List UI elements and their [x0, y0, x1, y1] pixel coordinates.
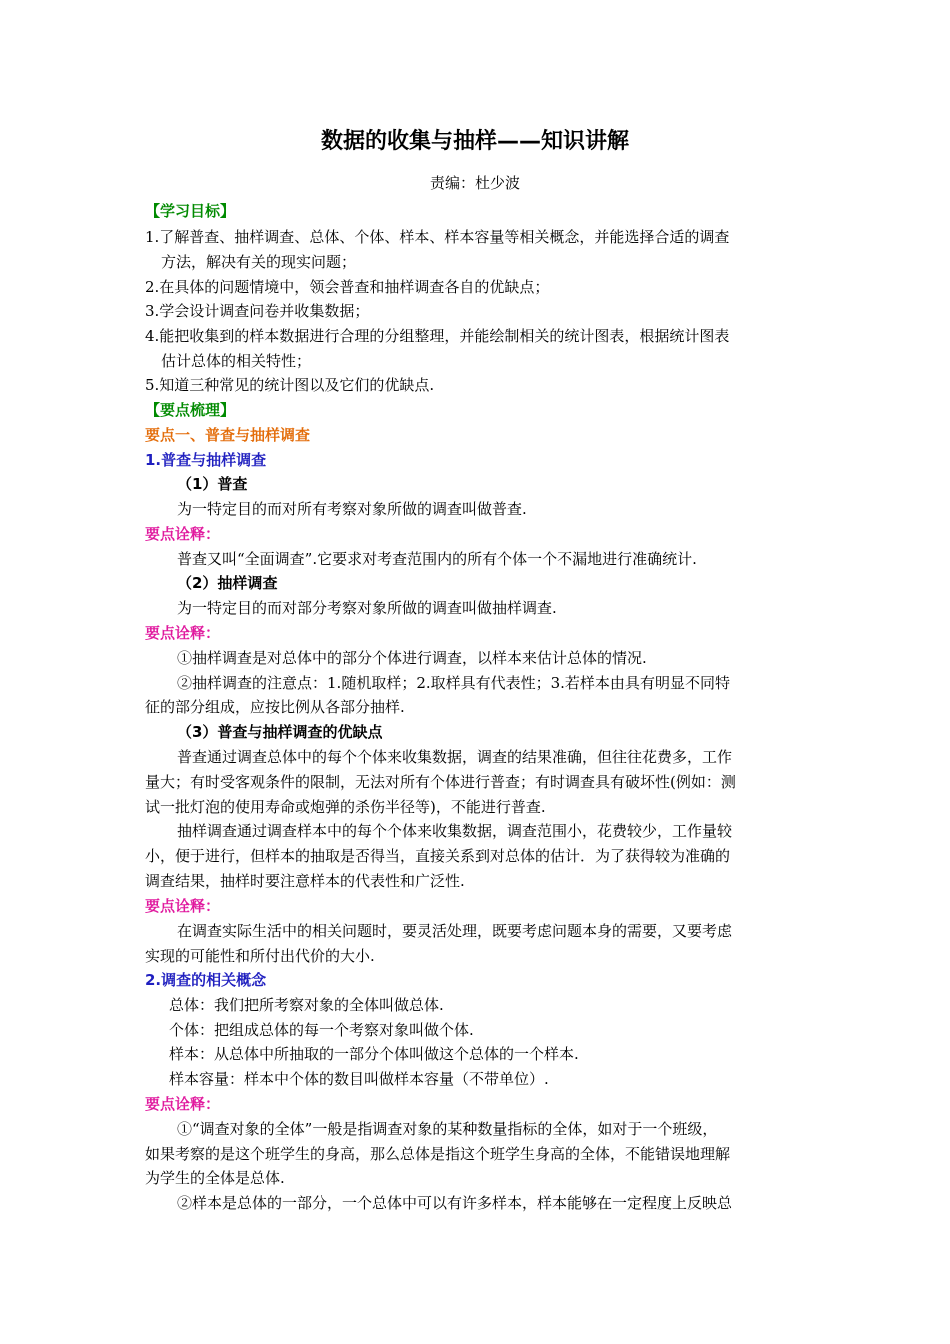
note-label: 要点诠释： [145, 897, 221, 915]
concept-line: 样本容量：样本中个体的数目叫做样本容量（不带单位）. [169, 1070, 549, 1088]
point1-heading: 要点一、普查与抽样调查 [145, 426, 311, 444]
sub3-line: 试一批灯泡的使用寿命或炮弹的杀伤半径等)，不能进行普查. [145, 798, 546, 816]
goal-line: 5.知道三种常见的统计图以及它们的优缺点. [145, 376, 435, 394]
sub2-note-line: 征的部分组成，应按比例从各部分抽样. [145, 698, 405, 716]
sub3-note-line: 实现的可能性和所付出代价的大小. [145, 947, 375, 965]
sub3-line: 量大；有时受客观条件的限制，无法对所有个体进行普查；有时调查具有破坏性(例如：测 [145, 773, 736, 791]
sub3-line: 小，便于进行，但样本的抽取是否得当，直接关系到对总体的估计．为了获得较为准确的 [145, 847, 731, 865]
sec2-note-line: ②样本是总体的一部分，一个总体中可以有许多样本，样本能够在一定程度上反映总 [177, 1194, 733, 1212]
author-line: 责编：杜少波 [429, 174, 520, 192]
concept-line: 样本：从总体中所抽取的一部分个体叫做这个总体的一个样本. [169, 1045, 579, 1063]
sec2-note-line: ①“调查对象的全体”一般是指调查对象的某种数量指标的全体，如对于一个班级， [177, 1120, 718, 1138]
sub2-definition: 为一特定目的而对部分考察对象所做的调查叫做抽样调查. [177, 599, 557, 617]
section1-heading: 1.普查与抽样调查 [145, 451, 267, 469]
concept-line: 个体：把组成总体的每一个考察对象叫做个体. [169, 1021, 474, 1039]
sub3-line: 普查通过调查总体中的每个个体来收集数据，调查的结果准确，但往往花费多，工作 [177, 748, 733, 766]
goals-heading: 【学习目标】 [145, 202, 236, 220]
note-label: 要点诠释： [145, 525, 221, 543]
goal-line: 4.能把收集到的样本数据进行合理的分组整理，并能绘制相关的统计图表，根据统计图表 [145, 327, 730, 345]
concept-line: 总体：我们把所考察对象的全体叫做总体. [169, 996, 444, 1014]
document-title: 数据的收集与抽样——知识讲解 [320, 129, 629, 154]
sub2-heading: （2）抽样调查 [177, 574, 278, 592]
sub2-note-line: ②抽样调查的注意点：1.随机取样；2.取样具有代表性；3.若样本由具有明显不同特 [177, 674, 730, 692]
sub1-heading: （1）普查 [177, 475, 248, 493]
sec2-note-line: 如果考察的是这个班学生的身高，那么总体是指这个班学生身高的全体，不能错误地理解 [145, 1145, 731, 1163]
goal-line: 估计总体的相关特性； [161, 352, 312, 370]
goal-line: 2.在具体的问题情境中，领会普查和抽样调查各自的优缺点； [145, 278, 550, 296]
sec2-note-line: 为学生的全体是总体. [145, 1169, 285, 1187]
goal-line: 1.了解普查、抽样调查、总体、个体、样本、样本容量等相关概念，并能选择合适的调查 [145, 228, 730, 246]
sub3-line: 抽样调查通过调查样本中的每个个体来收集数据，调查范围小，花费较少，工作量较 [177, 822, 733, 840]
note-label: 要点诠释： [145, 1095, 221, 1113]
sub2-note-line: ①抽样调查是对总体中的部分个体进行调查，以样本来估计总体的情况. [177, 649, 647, 667]
summary-heading: 【要点梳理】 [145, 401, 236, 419]
sub3-heading: （3）普查与抽样调查的优缺点 [177, 723, 383, 741]
note-label: 要点诠释： [145, 624, 221, 642]
sub3-note-line: 在调查实际生活中的相关问题时，要灵活处理，既要考虑问题本身的需要，又要考虑 [177, 922, 733, 940]
goal-line: 3.学会设计调查问卷并收集数据； [145, 302, 370, 320]
sub1-note: 普查又叫“全面调查”.它要求对考查范围内的所有个体一个不漏地进行准确统计. [177, 550, 697, 568]
sub3-line: 调查结果，抽样时要注意样本的代表性和广泛性. [145, 872, 465, 890]
section2-heading: 2.调查的相关概念 [145, 971, 267, 989]
sub1-definition: 为一特定目的而对所有考察对象所做的调查叫做普查. [177, 500, 527, 518]
goal-line: 方法，解决有关的现实问题； [161, 253, 357, 271]
